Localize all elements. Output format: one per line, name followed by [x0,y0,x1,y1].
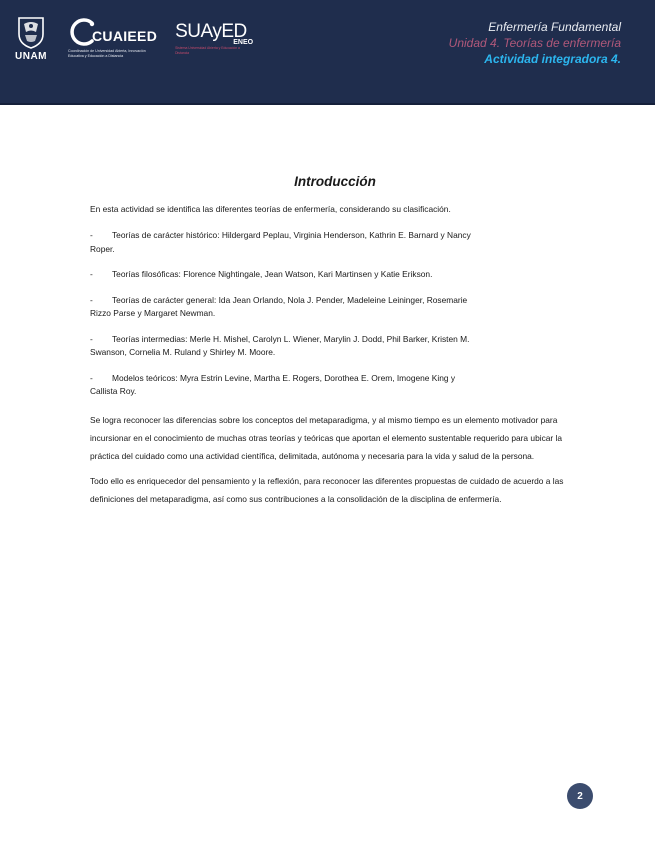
page-number-badge: 2 [567,783,593,809]
list-marker: - [90,269,93,279]
course-title: Enfermería Fundamental [488,20,621,34]
activity-title: Actividad integradora 4. [484,52,621,66]
list-item [90,268,480,282]
list-marker: - [90,372,93,383]
body-paragraph-2: Todo ello es enriquecedor del pensamiento y la reflexión, para reconocer las diferentes propuestas de cuidado de acuerdo a las definiciones del metaparadigma, así como sus contribuciones a la consolidación de la disciplina de enfermería. [90,476,564,505]
suayed-subtitle: Sistema Universidad Abierta y Educación a Distancia [175,46,240,55]
list-item-text: Teorías intermedias: Merle H. Mishel, Carolyn L. Wiener, Marylin J. Dodd, Phil Barker, Kristen M. Swanson, Cornelia M. Ruland y Shirley M. Moore. [90,333,470,357]
list-item [90,294,480,321]
suayed-name: SUAyED [175,21,247,43]
header-course-info [449,19,621,67]
list-marker: - [90,294,93,305]
list-item-text: Teorías filosóficas: Florence Nightingale, Jean Watson, Kari Martinsen y Katie Erikson. [112,269,433,279]
cuaieed-subtitle: Coordinación de Universidad Abierta, Innovación Educativa y Educación a Distancia [68,49,146,58]
list-item-text: Modelos teóricos: Myra Estrin Levine, Martha E. Rogers, Dorothea E. Orem, Imogene King y Callista Roy. [90,372,456,396]
header-logos [10,10,253,66]
page-header [0,0,655,105]
list-item [90,229,480,256]
unam-logo [10,14,52,62]
unit-title: Unidad 4. Teorías de enfermería [448,36,621,50]
list-item [90,333,480,360]
suayed-logo [175,21,253,54]
document-title: Introducción [294,174,376,189]
list-marker: - [90,333,93,344]
list-item [90,372,480,399]
unam-crest-icon [13,14,49,50]
unam-label: UNAM [15,51,47,62]
list-item-text: Teorías de carácter general: Ida Jean Orlando, Nola J. Pender, Madeleine Leininger, Rosemarie Rizzo Parse y Margaret Newman. [90,294,468,318]
list-item-text: Teorías de carácter histórico: Hildergard Peplau, Virginia Henderson, Kathrin E. Barnard y Nancy Roper. [90,230,471,254]
suayed-subname: ENEO [233,39,254,47]
document-body [90,174,580,516]
list-marker: - [90,230,93,240]
cuaieed-logo [68,17,157,58]
body-paragraph-1: Se logra reconocer las diferencias sobre los conceptos del metaparadigma, y al mismo tiempo es un elemento motivador para incursionar en el conocimiento de muchas otras teorías y teóricas que aportan el elemento sustentable requerido para ubicar la práctica del cuidado como una actividad científica, delimitada, autónoma y necesaria para la vida y salud de la persona. [90,414,563,461]
cuaieed-name: CUAIEED [92,28,158,45]
intro-paragraph: En esta actividad se identifica las diferentes teorías de enfermería, considerando su clasificación. [90,204,451,214]
